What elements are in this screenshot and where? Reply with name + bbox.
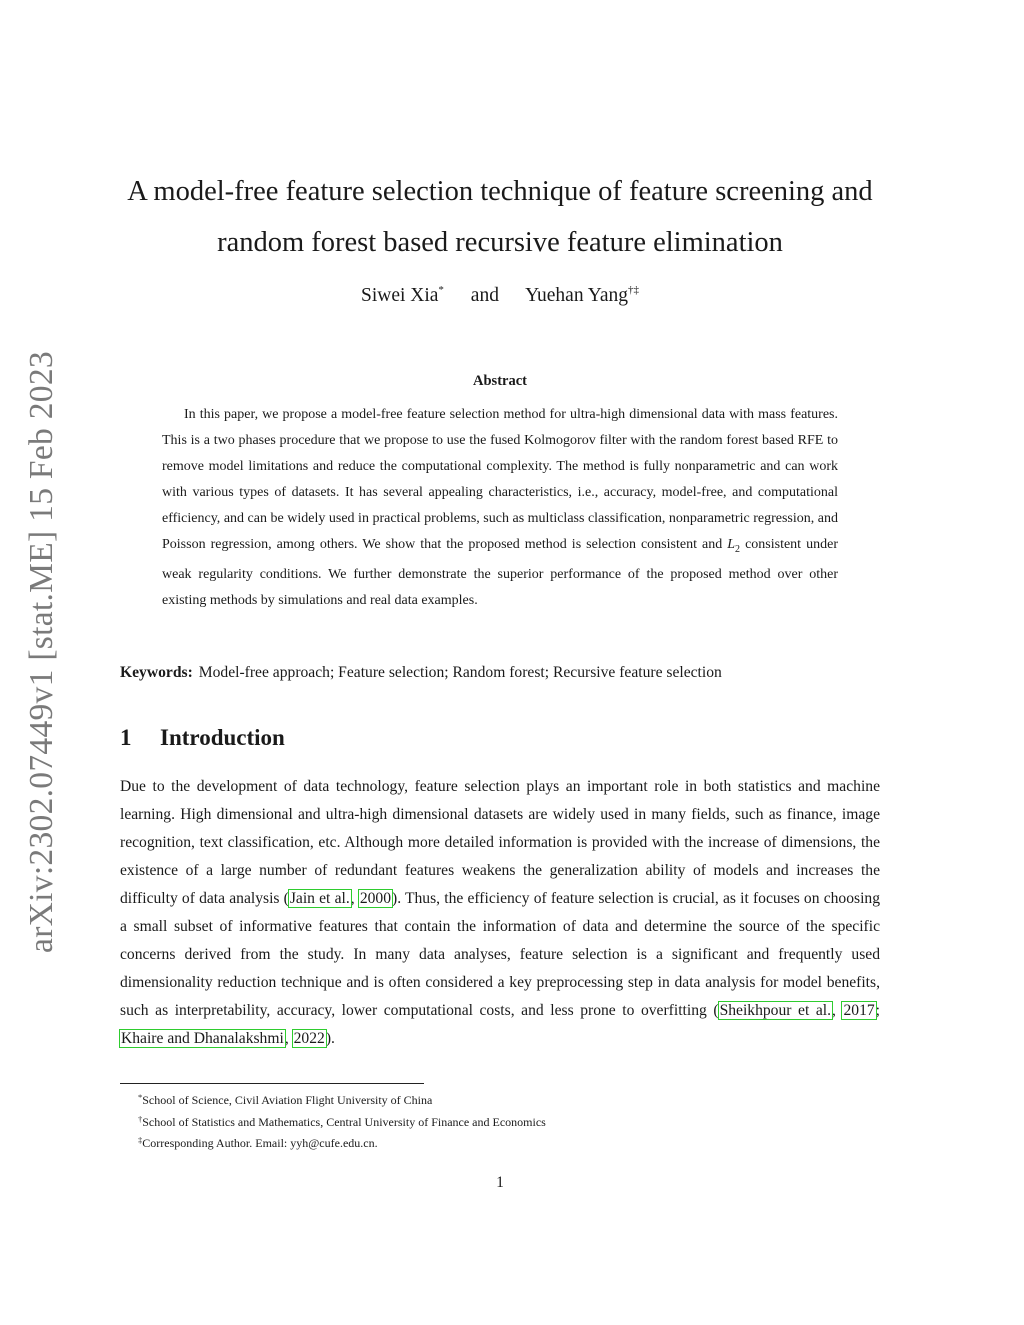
author-1-mark: * bbox=[438, 284, 444, 296]
abstract-text-2: consistent under weak regularity conditions. We further demonstrate the superior performance of the proposed method over other existing methods by simulations and real data examples. bbox=[162, 536, 838, 609]
footnote-2-text: School of Statistics and Mathematics, Central University of Finance and Economics bbox=[142, 1114, 546, 1129]
author-separator: and bbox=[470, 285, 499, 306]
footnote-1-text: School of Science, Civil Aviation Flight University of China bbox=[142, 1093, 433, 1107]
page-number: 1 bbox=[496, 1174, 504, 1191]
footnote-3-mark: ‡ bbox=[138, 1135, 143, 1145]
author-1: Siwei Xia bbox=[360, 285, 439, 306]
author-list bbox=[100, 284, 900, 307]
section-number: 1 bbox=[120, 725, 132, 750]
abstract-paragraph bbox=[162, 402, 838, 614]
footnote-rule bbox=[120, 1083, 424, 1084]
abstract-body bbox=[162, 402, 838, 614]
footnote-2-mark: † bbox=[138, 1113, 143, 1124]
footnote-1 bbox=[138, 1088, 878, 1110]
keywords-label: Keywords: bbox=[120, 664, 193, 681]
section-title: Introduction bbox=[160, 725, 285, 750]
arxiv-sidebar bbox=[12, 350, 72, 955]
intro-text-3: ). bbox=[325, 1030, 335, 1048]
math-L: L bbox=[727, 536, 736, 552]
keywords-text: Model-free approach; Feature selection; Random forest; Recursive feature selection bbox=[198, 664, 722, 681]
section-heading bbox=[120, 725, 285, 751]
title-line-2: random forest based recursive feature elimination bbox=[217, 227, 783, 258]
citation-khaire-author[interactable]: Khaire and Dhanalakshmi bbox=[121, 1030, 284, 1048]
abstract-heading: Abstract bbox=[473, 373, 527, 389]
author-2: Yuehan Yang bbox=[525, 285, 629, 306]
footnote-2 bbox=[138, 1110, 878, 1132]
citation-sheikhpour-year[interactable]: 2017 bbox=[843, 1002, 875, 1020]
footnote-3-text: Corresponding Author. Email: yyh@cufe.edu.cn. bbox=[142, 1136, 378, 1150]
citation-jain-year[interactable]: 2000 bbox=[359, 890, 391, 908]
citation-khaire-year[interactable]: 2022 bbox=[293, 1030, 325, 1048]
title-line-1: A model-free feature selection technique of feature screening and bbox=[127, 176, 873, 207]
footnote-3 bbox=[138, 1131, 878, 1153]
math-sub: 2 bbox=[735, 543, 741, 555]
intro-paragraph: Due to the development of data technology, feature selection plays an important role in both statistics and machine learning. High dimensional and ultra-high dimensional datasets are widely used in many fields, such as finance, image recognition, text classification, etc. Although more detailed information is provided with the increase of dimensions, the existence of a large number of redundant features weakens the generalization ability of models and increases the difficulty of data analysis (Jain et al., 2000). Thus, the efficiency of feature selection is crucial, as it focuses on choosing a small subset of informative features that contain the information of data and determine the source of the specific concerns derived from the study. In many data analyses, feature selection is a significant and frequently used dimensionality reduction technique and is often considered a key preprocessing step in data analysis for model benefits, such as interpretability, accuracy, lower computational costs, and less prone to overfitting (Sheikhpour et al., 2017; Khaire and Dhanalakshmi, 2022). bbox=[120, 778, 881, 1048]
author-2-mark: †‡ bbox=[628, 284, 640, 296]
citation-sheikhpour-author[interactable]: Sheikhpour et al. bbox=[719, 1002, 832, 1020]
keywords bbox=[120, 664, 900, 682]
footnote-1-mark: * bbox=[138, 1092, 143, 1102]
arxiv-stamp: arXiv:2302.07449v1 [stat.ME] 15 Feb 2023 bbox=[23, 351, 60, 953]
footnotes bbox=[138, 1088, 878, 1153]
abstract-text-1: In this paper, we propose a model-free feature selection method for ultra-high dimensional data with mass features. This is a two phases procedure that we propose to use the fused Kolmogorov filter with the random forest based RFE to remove model limitations and reduce the computational complexity. The method is fully nonparametric and can work with various types of datasets. It has several appealing characteristics, i.e., accuracy, model-free, and computational efficiency, and can be widely used in practical problems, such as multiclass classification, nonparametric regression, and Poisson regression, among others. We show that the proposed method is selection consistent and bbox=[162, 407, 838, 552]
citation-jain-author[interactable]: Jain et al. bbox=[289, 890, 350, 908]
paper-title bbox=[100, 166, 900, 268]
intro-text-1: Due to the development of data technology, feature selection plays an important role in both statistics and machine learning. High dimensional and ultra-high dimensional datasets are widely used in many fields, such as finance, image recognition, text classification, etc. Although more detailed information is provided with the increase of dimensions, the existence of a large number of redundant features weakens the generalization ability of models and increases the difficulty of data analysis ( bbox=[120, 778, 880, 908]
intro-text-2: ). Thus, the efficiency of feature selection is crucial, as it focuses on choosing a small subset of informative features that contain the information of data and determine the source of the specific concerns derived from the study. In many data analyses, feature selection is a significant and frequently used dimensionality reduction technique and is often considered a key preprocessing step in data analysis for model benefits, such as interpretability, accuracy, lower computational costs, and less prone to overfitting ( bbox=[120, 890, 881, 1020]
